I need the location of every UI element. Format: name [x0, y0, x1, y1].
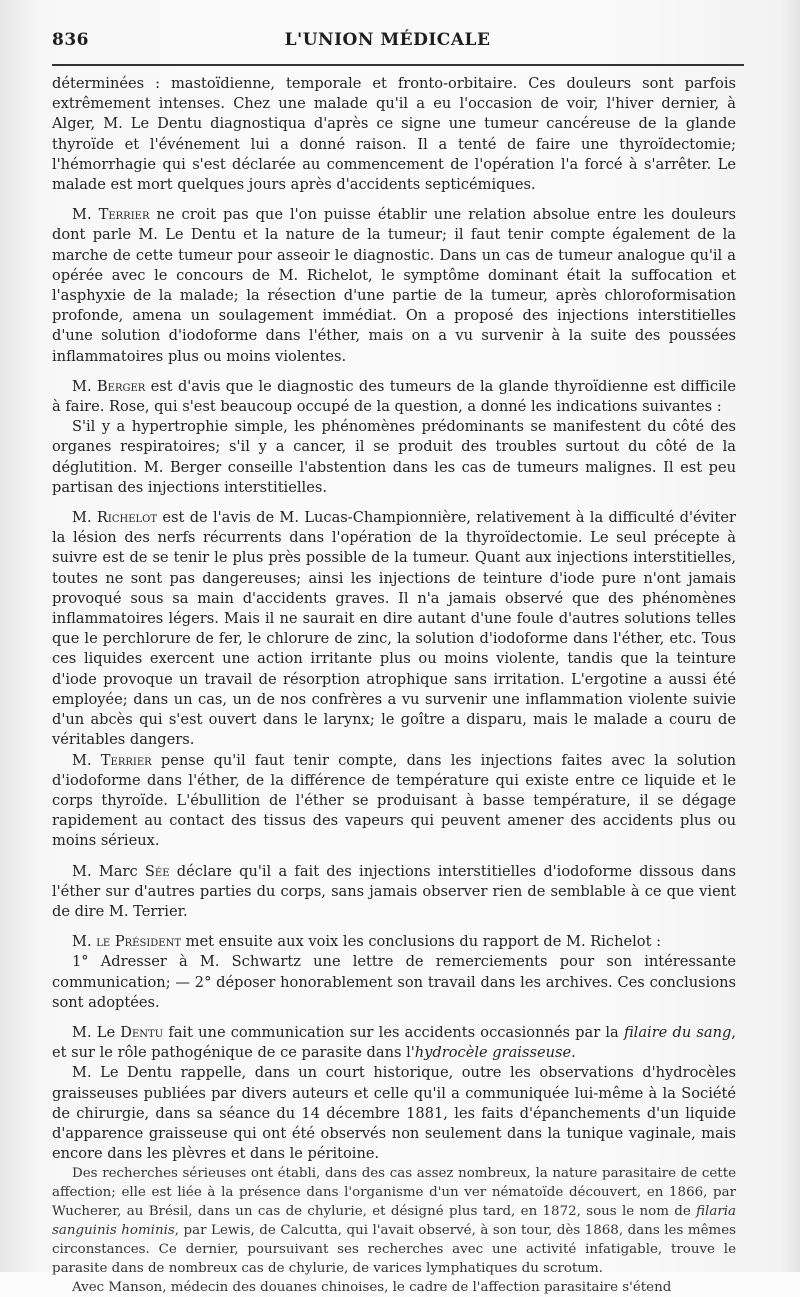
paragraph — [52, 1023, 736, 1063]
speaker-name: Sée — [144, 862, 170, 880]
paragraph — [52, 74, 736, 195]
text-run: , et sur le rôle pathogénique de ce parasite dans l' — [52, 1023, 736, 1062]
paragraph — [52, 1063, 736, 1164]
paragraph — [52, 508, 736, 750]
paragraph — [52, 205, 736, 367]
speaker-name: Richelot — [96, 509, 158, 527]
text-run: déclare qu'il a fait des injections interstitielles d'iodoforme dissous dans l'éther sur d'autres parties du corps, sans jamais observer rien de semblable à ce que vient de dire M. Terrier. — [52, 862, 737, 920]
paragraph — [52, 932, 736, 952]
header-rule — [52, 64, 744, 66]
text-run: 1° Adresser à M. Schwartz une lettre de remerciements pour son intéressante communication; — 2° déposer honorablement son travail dans les archives. Ces conclusions sont adoptées. — [52, 953, 736, 1011]
paragraph — [52, 751, 736, 852]
text-run: M. — [72, 751, 101, 769]
italic-term: filaire du sang — [623, 1023, 732, 1041]
running-header — [52, 30, 736, 50]
text-run: déterminées : mastoïdienne, temporale et fronto-orbitaire. Ces douleurs sont parfois extrêmement intenses. Chez une malade qu'il a eu l'occasion de voir, l'hiver dernier, à Alger, M. Le Dentu diagnostiqua d'après ce signe une tumeur cancéreuse de la glande thyroïde et l'événement lui a donné raison. Il a tenté de faire une thyroïdectomie; l'hémorrhagie qui s'est déclarée au commencement de l'opération l'a forcé à s'arrêter. Le malade est mort quelques jours après d'accidents septicémiques. — [52, 75, 736, 194]
journal-title: L'UNION MÉDICALE — [284, 30, 491, 50]
text-run: M. Le — [72, 1023, 121, 1041]
text-run: ne croit pas que l'on puisse établir une relation absolue entre les douleurs dont parle M. Le Dentu et la nature de la tumeur; il faut tenir compte également de la marche de cette tumeur pour asseoir le diagnostic. Dans un cas de tumeur analogue qu'il a opérée avec le concours de M. Richelot, le symptôme dominant était la suffocation et l'asphyxie de la malade; la résection d'une partie de la tumeur, après chloroformisation profonde, amena un soulagement immédiat. On a proposé des injections interstitielles d'une solution d'iodoforme dans l'éther, mais on a vu survenir à la suite des poussées inflammatoires plus ou moins violentes. — [52, 206, 736, 365]
paragraph — [52, 417, 736, 498]
paragraph — [52, 377, 736, 417]
text-run: est de l'avis de M. Lucas-Championnière, relativement à la difficulté d'éviter la lésion des nerfs récurrents dans l'opération de la thyroïdectomie. Le seul précepte à suivre est de se tenir le plus près possible de la tumeur. Quant aux injections interstitielles, toutes ne sont pas dangereuses; ainsi les injections de teinture d'iode pure n'ont jamais provoqué sous sa main d'accidents graves. Il n'a jamais observé que des phénomènes inflammatoires légers. Mais il ne saurait en dire autant d'une foule d'autres solutions telles que le perchlorure de fer, le chlorure de zinc, la solution d'iodoforme dans l'éther, etc. Tous ces liquides exercent une action irritante plus ou moins violente, tandis que la teinture d'iode provoque un travail de résorption atrophique sans irritation. L'ergotine a aussi été employée; dans un cas, un de nos confrères a vu survenir une inflammation violente suivie d'un abcès qui s'est ouvert dans le larynx; le goître a disparu, mais le malade a couru de véritables dangers. — [52, 509, 736, 749]
text-run: M. — [72, 377, 97, 395]
speaker-name: Terrier — [100, 751, 152, 769]
text-run: M. — [72, 933, 97, 951]
text-run: M. Le Dentu rappelle, dans un court historique, outre les observations d'hydrocèles graisseuses publiées par divers auteurs et celle qu'il a communiquée lui-même à la Société de chirurgie, dans sa séance du 14 décembre 1881, les faits d'épanchements d'un liquide d'apparence graisseuse qui ont été observés non seulement dans la tunique vaginale, mais encore dans les plèvres et dans le péritoine. — [52, 1064, 736, 1163]
text-run: . — [571, 1044, 576, 1062]
text-run: M. — [72, 206, 99, 224]
text-run: , par Lewis, de Calcutta, qui l'avait observé, à son tour, dès 1868, dans les mêmes circonstances. Ce dernier, poursuivant ses recherches avec une activité infatigable, trouve le parasite dans de nombreux cas de chylurie, de varices lymphatiques du scrotum. — [52, 1223, 736, 1277]
text-run: pense qu'il faut tenir compte, dans les injections faites avec la solution d'iodoforme dans l'éther, de la différence de température qui existe entre ce liquide et le corps thyroïde. L'ébullition de l'éther se produisant à basse température, il se dégage rapidement au contact des tissus des vapeurs qui peuvent amener des accidents plus ou moins sérieux. — [52, 751, 736, 850]
paragraph — [52, 952, 736, 1013]
text-run: S'il y a hypertrophie simple, les phénomènes prédominants se manifestent du côté des organes respiratoires; s'il y a cancer, il se produit des troubles surtout du côté de la déglutition. M. Berger conseille l'abstention dans les cas de tumeurs malignes. Il est peu partisan des injections interstitielles. — [52, 418, 736, 496]
speaker-name: Dentu — [120, 1023, 164, 1041]
text-run: est d'avis que le diagnostic des tumeurs de la glande thyroïdienne est difficile à faire. Rose, qui s'est beaucoup occupé de la question, a donné les indications suivantes : — [52, 377, 736, 416]
speaker-name: Terrier — [98, 206, 150, 224]
page-number: 836 — [52, 30, 89, 50]
text-run: fait une communication sur les accidents occasionnés par la — [163, 1023, 624, 1041]
speaker-name: le Président — [96, 933, 182, 951]
text-run: Avec Manson, médecin des douanes chinoises, le cadre de l'affection parasitaire s'étend — [72, 1280, 672, 1296]
text-run: M. Marc — [72, 862, 145, 880]
speaker-name: Berger — [96, 377, 146, 395]
italic-term: filaria sanguinis hominis — [52, 1204, 736, 1239]
text-run: met ensuite aux voix les conclusions du rapport de M. Richelot : — [181, 933, 661, 951]
paragraph — [52, 1164, 736, 1278]
italic-term: hydrocèle graisseuse — [414, 1044, 572, 1062]
paragraph — [52, 1278, 736, 1297]
text-run: M. — [72, 509, 97, 527]
paragraph — [52, 862, 736, 923]
article-body — [52, 74, 736, 1297]
text-run: Des recherches sérieuses ont établi, dans des cas assez nombreux, la nature parasitaire de cette affection; elle est liée à la présence dans l'organisme d'un ver nématoïde découvert, en 1866, par Wucherer, au Brésil, dans un cas de chylurie, et désigné plus tard, en 1872, sous le nom de — [52, 1166, 736, 1220]
